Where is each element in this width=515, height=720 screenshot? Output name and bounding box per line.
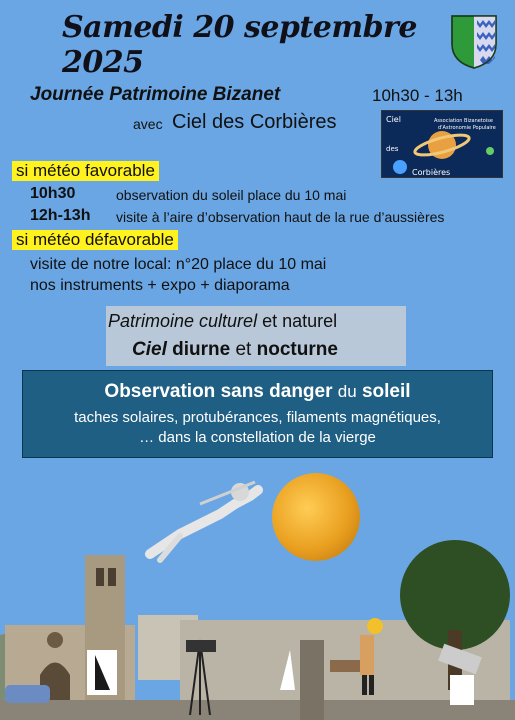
heritage-cultural: Patrimoine culturel: [108, 311, 258, 331]
logo-word-ciel: Ciel: [386, 115, 401, 124]
unfavorable-line-1: visite de notre local: n°20 place du 10 mai: [30, 256, 327, 273]
village-scene: [0, 540, 515, 720]
with-label: avec: [133, 116, 163, 132]
heritage-diurnal: diurne: [166, 339, 236, 360]
date-title: Samedi 20 septembre 2025: [62, 10, 417, 80]
favorable-weather-header: si météo favorable: [12, 161, 159, 181]
heritage-natural: et naturel: [257, 311, 338, 331]
heritage-sky: Ciel: [132, 339, 167, 360]
observation-title-sun: soleil: [356, 381, 411, 402]
saturn-logo-icon: [382, 111, 503, 178]
club-logo: [381, 110, 503, 178]
logo-assoc-line2: d'Astronomie Populaire: [438, 125, 496, 131]
logo-assoc-line1: Association Bizanetoise: [434, 118, 493, 124]
unfavorable-weather-header: si météo défavorable: [12, 230, 178, 250]
event-time: 10h30 - 13h: [372, 86, 463, 105]
observation-title-du: du: [337, 382, 357, 401]
favorable-row-1-text: observation du soleil place du 10 mai: [116, 187, 347, 203]
heritage-and: et: [235, 339, 252, 360]
club-name: Ciel des Corbières: [172, 111, 337, 133]
logo-word-corbieres: Corbières: [412, 168, 451, 177]
observation-line-2: … dans la constellation de la vierge: [139, 429, 376, 446]
club-pictogram-left: [87, 650, 117, 695]
heritage-nocturnal: nocturne: [251, 339, 338, 360]
heritage-line-1: [108, 311, 337, 332]
favorable-row-2-time: 12h-13h: [30, 207, 91, 224]
observation-title: [23, 381, 492, 403]
observation-line-1: taches solaires, protubérances, filaments magnétiques,: [74, 409, 441, 426]
logo-word-des: des: [386, 145, 399, 153]
favorable-row-2-text: visite à l’aire d’observation haut de la rue d’aussières: [116, 209, 445, 225]
favorable-row-1-time: 10h30: [30, 185, 76, 202]
unfavorable-line-2: nos instruments + expo + diaporama: [30, 277, 290, 294]
event-title: Journée Patrimoine Bizanet: [30, 84, 281, 105]
coat-of-arms-icon: [450, 14, 498, 70]
observation-box: [22, 370, 493, 458]
observation-title-a: Observation sans danger: [104, 381, 338, 402]
heritage-line-2: [132, 339, 338, 361]
